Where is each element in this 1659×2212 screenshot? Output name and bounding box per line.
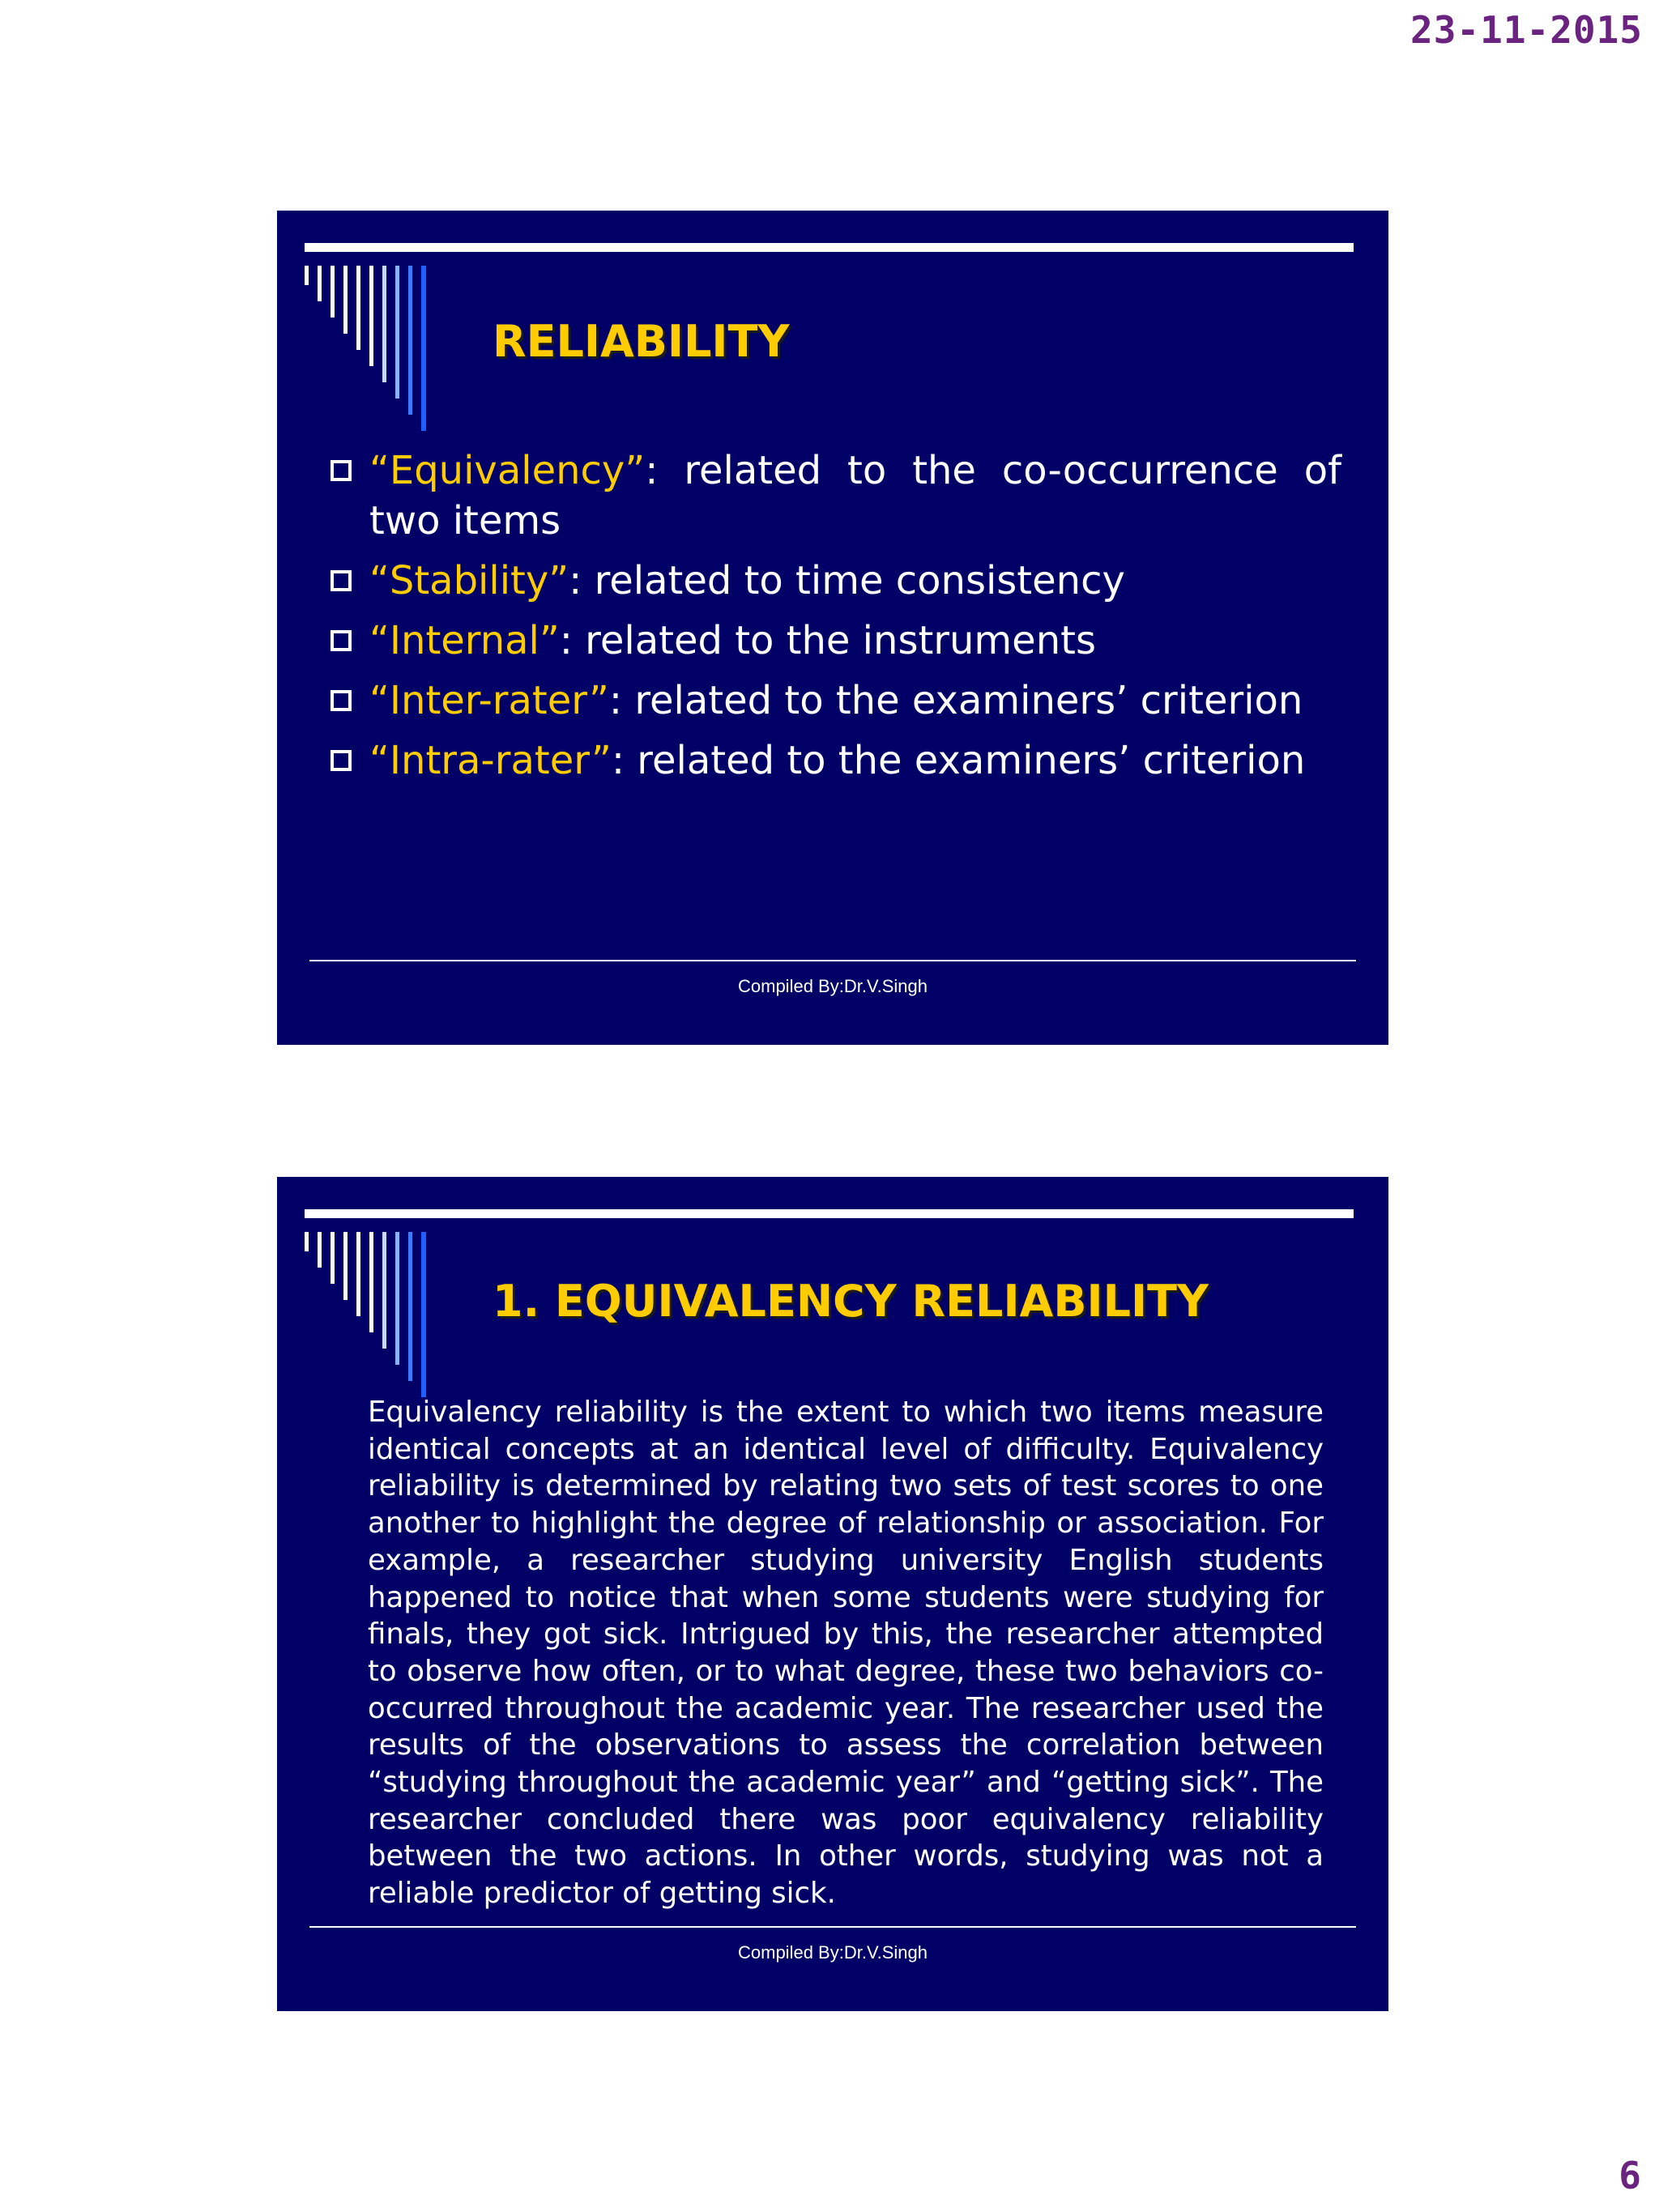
slide-body-paragraph: Equivalency reliability is the extent to which two items measure identical concepts at an identical level of difficulty. Equivalency reliability is determined by relating two sets of test scores to one another to highlight the degree of relationship or association. For example, a researcher studying university English students happened to notice that when some students were studying for finals, they got sick. Intrigued by this, the researcher attempted to observe how often, or to what degree, these two behaviors co-occurred throughout the academic year. The researcher used the results of the observations to assess the correlation between “studying throughout the academic year” and “getting sick”. The researcher concluded there was poor equivalency reliability between the two actions. In other words, studying was not a reliable predictor of getting sick. <box>368 1396 1324 1911</box>
list-item <box>329 735 1341 786</box>
square-bullet-icon <box>331 570 352 591</box>
slide-footer-credit: Compiled By:Dr.V.Singh <box>738 1942 928 1963</box>
bullet-text: : related to the instruments <box>559 618 1096 663</box>
slide-reliability <box>277 211 1388 1045</box>
slide-top-rule <box>305 1209 1354 1218</box>
bullet-text: : related to the co-occurrence of two items <box>369 448 1341 543</box>
square-bullet-icon <box>331 690 352 711</box>
slide-footer-credit: Compiled By:Dr.V.Singh <box>738 976 928 996</box>
list-item <box>329 445 1341 546</box>
square-bullet-icon <box>331 460 352 481</box>
bullet-term: “Inter-rater” <box>369 678 609 723</box>
page-date: 23-11-2015 <box>1410 8 1643 52</box>
page-number: 6 <box>1618 2154 1641 2197</box>
slide-equivalency-reliability <box>277 1177 1388 2011</box>
bullet-list <box>329 445 1341 795</box>
list-item <box>329 616 1341 666</box>
slide-title: RELIABILITY <box>493 316 790 367</box>
bullet-term: “Internal” <box>369 618 560 663</box>
slide-top-rule <box>305 243 1354 252</box>
bullet-text: : related to the examiners’ criterion <box>608 678 1303 723</box>
decorative-bars-icon <box>305 1232 467 1410</box>
list-item <box>329 556 1341 606</box>
square-bullet-icon <box>331 630 352 651</box>
list-item <box>329 676 1341 726</box>
bullet-term: “Stability” <box>369 558 569 603</box>
decorative-bars-icon <box>305 266 467 444</box>
bullet-term: “Equivalency” <box>369 448 646 493</box>
bullet-text: : related to the examiners’ criterion <box>611 738 1306 783</box>
bullet-text: : related to time consistency <box>569 558 1125 603</box>
slide-title: 1. EQUIVALENCY RELIABILITY <box>493 1276 1209 1327</box>
slide-footer-rule <box>309 960 1356 961</box>
square-bullet-icon <box>331 750 352 771</box>
slide-footer-rule <box>309 1926 1356 1928</box>
bullet-term: “Intra-rater” <box>369 738 612 783</box>
